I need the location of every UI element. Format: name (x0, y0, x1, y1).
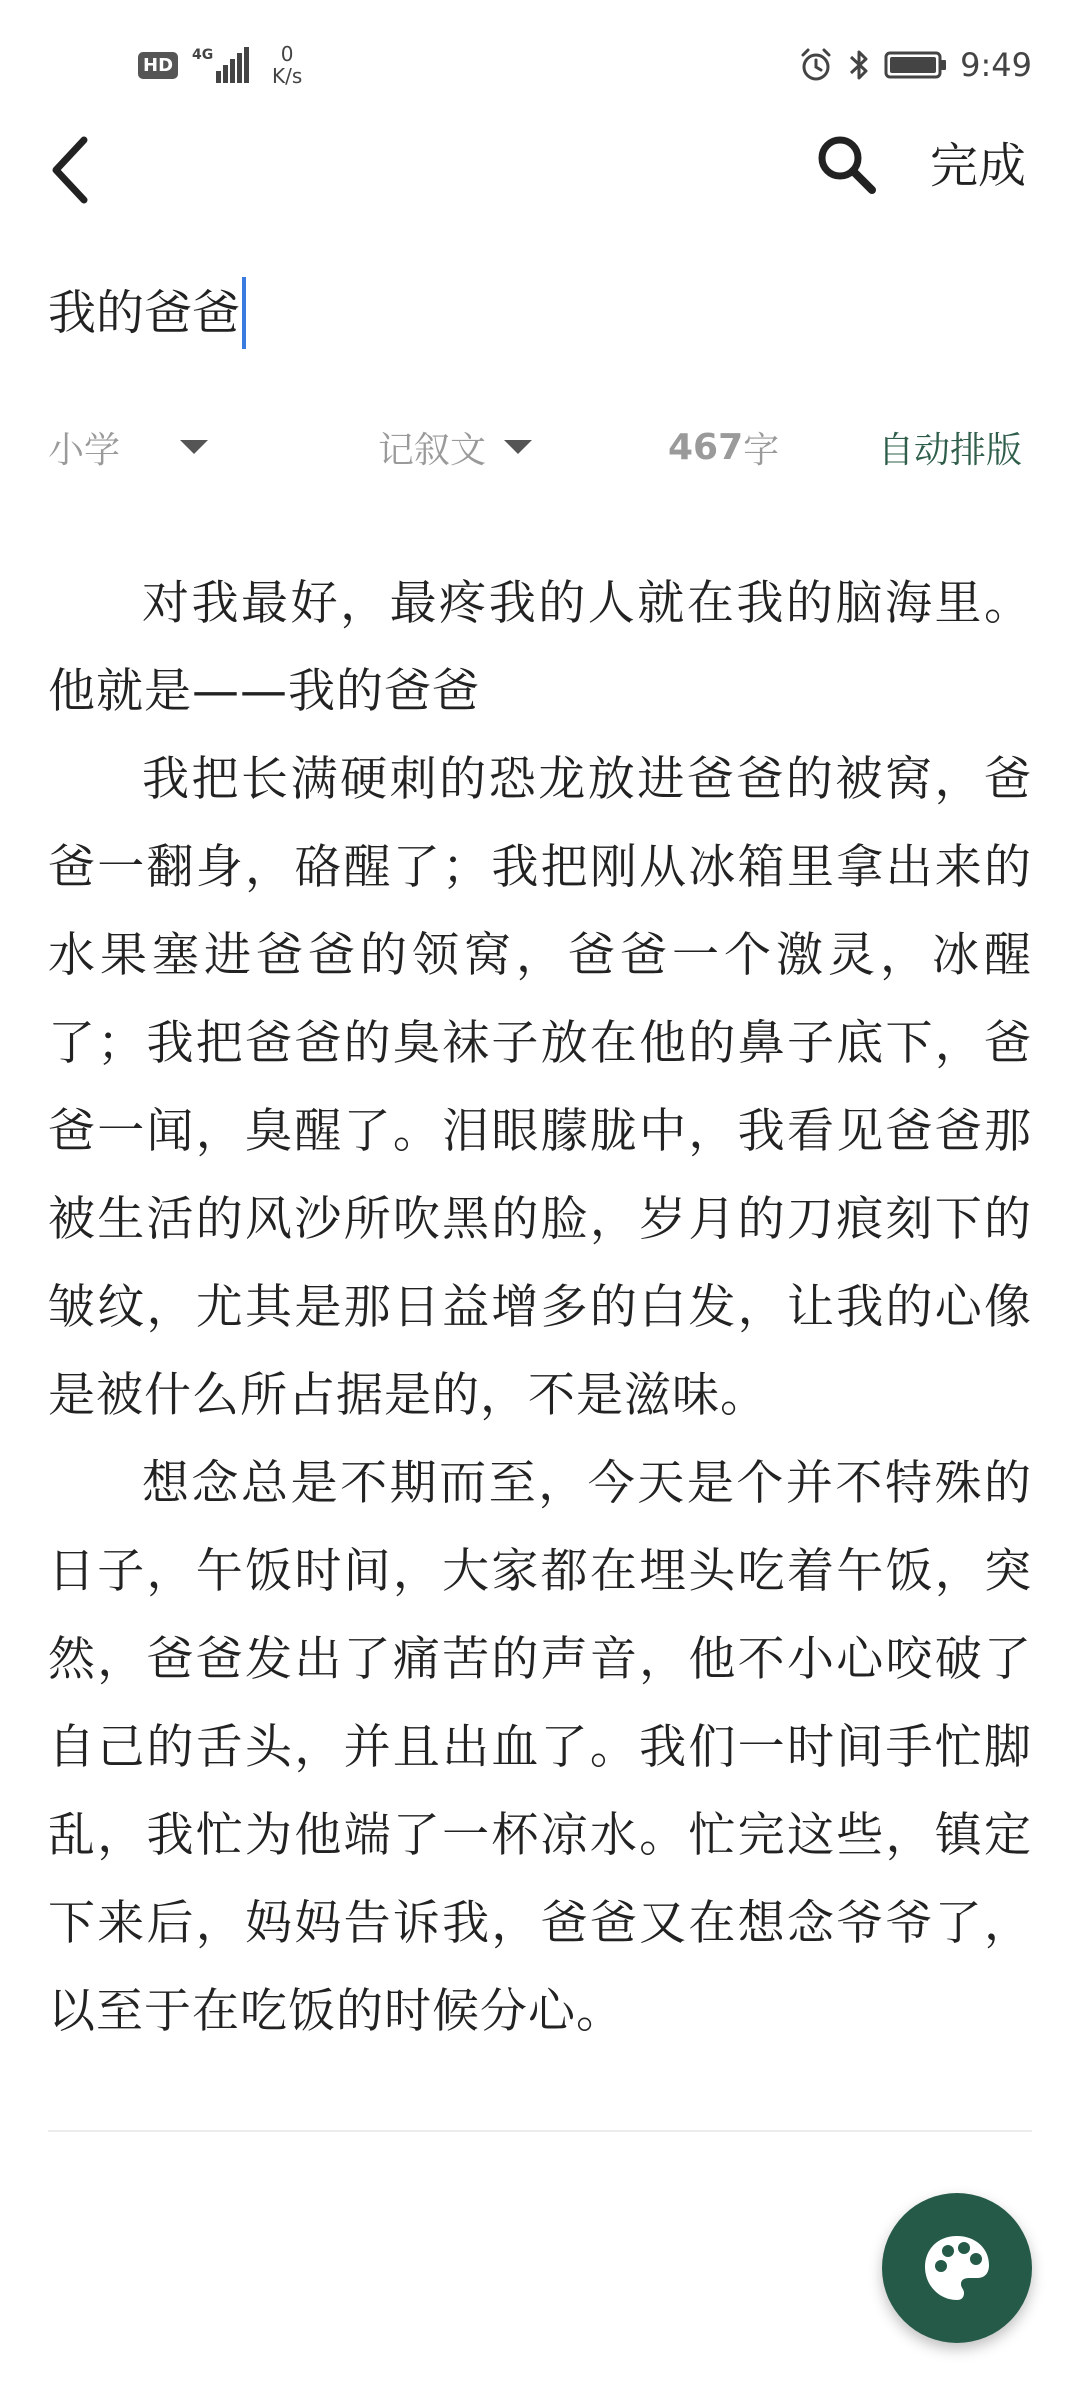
bluetooth-icon (848, 47, 870, 83)
grade-label: 小学 (48, 429, 121, 471)
speed-value: 0 (280, 42, 294, 66)
dropdown-arrow-icon (504, 440, 532, 454)
title-input-value: 我的爸爸 (48, 285, 241, 341)
status-right (784, 40, 1032, 90)
auto-layout-button[interactable]: 自动排版 (878, 429, 1023, 471)
paragraph: 我把长满硬刺的恐龙放进爸爸的被窝，爸爸一翻身，硌醒了；我把刚从冰箱里拿出来的水果塞进爸爸的领窝，爸爸一个激灵，冰醒了；我把爸爸的臭袜子放在他的鼻子底下，爸爸一闻，臭醒了。泪眼朦胧中，我看见爸爸那被生活的风沙所吹黑的脸，岁月的刀痕刻下的皱纹，尤其是那日益增多的白发，让我的心像是被什么所占据是的，不是滋味。 (48, 752, 1032, 1423)
word-count-unit: 字 (743, 429, 780, 471)
word-count (668, 412, 779, 482)
back-button[interactable] (44, 128, 104, 208)
palette-icon (919, 2230, 995, 2306)
hd-badge: HD (138, 52, 178, 79)
search-button[interactable] (812, 130, 882, 200)
essay-body-editor[interactable] (48, 560, 1032, 2092)
theme-palette-button[interactable] (882, 2193, 1032, 2343)
speed-unit: K/s (272, 64, 303, 88)
paragraph: 想念总是不期而至，今天是个并不特殊的日子，午饭时间，大家都在埋头吃着午饭，突然，爸爸发出了痛苦的声音，他不小心咬破了自己的舌头，并且出血了。我们一时间手忙脚乱，我忙为他端了一杯凉水。忙完这些，镇定下来后，妈妈告诉我，爸爸又在想念爷爷了，以至于在吃饭的时候分心。 (48, 1456, 1032, 2039)
done-button[interactable]: 完成 (930, 138, 1027, 194)
essay-meta-bar (48, 412, 1038, 482)
word-count-value: 467 (668, 426, 744, 468)
alarm-icon (798, 47, 834, 83)
top-app-bar (0, 120, 1080, 220)
battery-icon (884, 50, 948, 80)
network-speed (272, 43, 302, 87)
dropdown-arrow-icon (180, 440, 208, 454)
text-cursor (242, 277, 246, 349)
svg-text:4G: 4G (192, 47, 214, 63)
signal-icon (192, 45, 252, 85)
search-icon (812, 130, 882, 200)
status-bar (0, 0, 1080, 130)
title-field[interactable] (48, 268, 1028, 358)
divider (48, 2130, 1032, 2132)
clock: 9:49 (960, 46, 1032, 84)
status-left (138, 40, 302, 90)
grade-dropdown[interactable] (48, 412, 208, 482)
paragraph: 对我最好，最疼我的人就在我的脑海里。他就是——我的爸爸 (48, 576, 1032, 719)
chevron-left-icon (44, 128, 104, 208)
genre-dropdown[interactable] (378, 412, 532, 482)
genre-label: 记叙文 (378, 429, 487, 471)
